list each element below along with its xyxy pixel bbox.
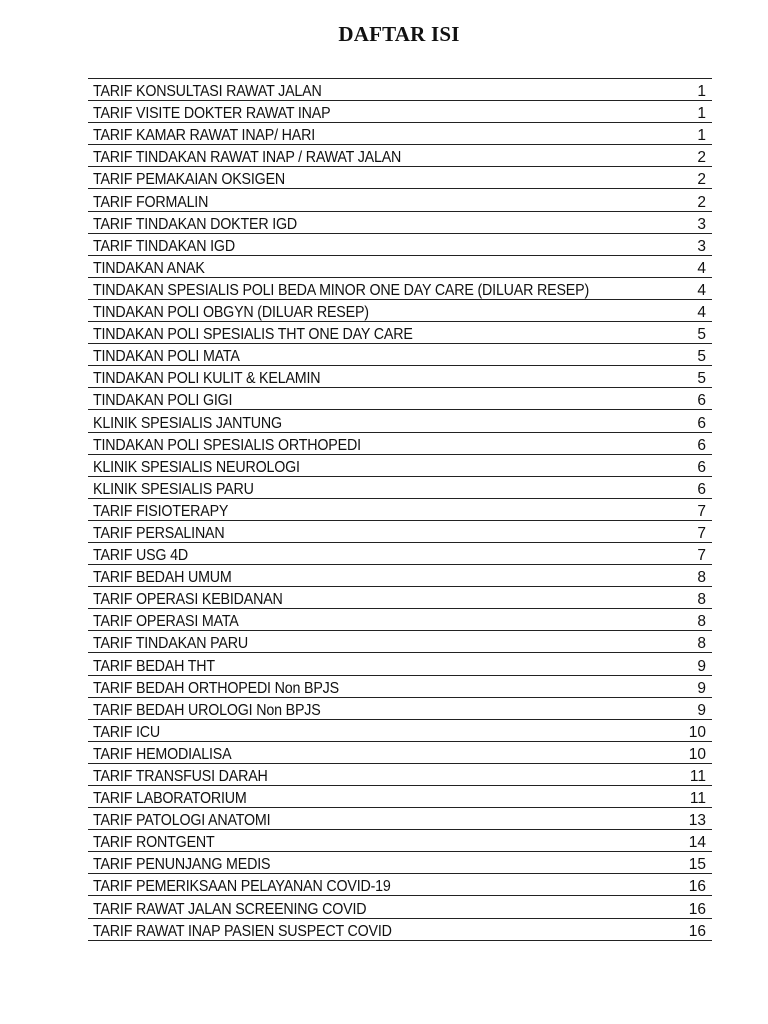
toc-page-number: 1: [697, 105, 706, 123]
toc-page-number: 4: [697, 259, 706, 277]
toc-entry-label: TARIF KONSULTASI RAWAT JALAN: [93, 83, 322, 101]
toc-entry-label: KLINIK SPESIALIS PARU: [93, 480, 254, 498]
toc-row: [88, 609, 712, 631]
toc-entry-label: TINDAKAN SPESIALIS POLI BEDA MINOR ONE DAY CARE (DILUAR RESEP): [93, 281, 590, 299]
toc-page-number: 10: [688, 723, 706, 741]
toc-row: [88, 653, 712, 675]
toc-page-number: 8: [697, 613, 706, 631]
toc-entry-label: TINDAKAN POLI SPESIALIS THT ONE DAY CARE: [93, 326, 413, 344]
toc-entry-label: TARIF TRANSFUSI DARAH: [93, 768, 268, 785]
toc-row: [88, 742, 712, 764]
toc-row: [88, 676, 712, 698]
toc-row: [88, 322, 712, 344]
toc-row: [88, 852, 712, 874]
toc-entry-label: TINDAKAN POLI KULIT & KELAMIN: [93, 370, 321, 388]
toc-page-number: 4: [697, 281, 706, 299]
toc-entry-label: TINDAKAN POLI SPESIALIS ORTHOPEDI: [93, 436, 361, 454]
toc-row: [88, 543, 712, 565]
toc-page-number: 6: [697, 436, 706, 454]
toc-row: [88, 433, 712, 455]
toc-entry-label: TARIF RAWAT JALAN SCREENING COVID: [93, 900, 367, 918]
toc-page-number: 16: [688, 922, 706, 940]
toc-page-number: 8: [697, 591, 706, 609]
toc-page-number: 11: [689, 790, 706, 808]
toc-page-number: 5: [697, 326, 706, 344]
toc-entry-label: TARIF FISIOTERAPY: [93, 502, 229, 520]
toc-row: [88, 256, 712, 278]
toc-page-number: 5: [697, 348, 706, 366]
toc-row: [88, 499, 712, 521]
toc-entry-label: KLINIK SPESIALIS NEUROLOGI: [93, 458, 300, 476]
toc-row: [88, 565, 712, 587]
toc-page-number: 14: [688, 834, 706, 852]
toc-page-number: 5: [697, 370, 706, 388]
toc-entry-label: TARIF BEDAH UROLOGI Non BPJS: [93, 701, 321, 719]
toc-entry-label: TARIF PEMERIKSAAN PELAYANAN COVID-19: [93, 878, 391, 896]
toc-page-number: 4: [697, 304, 706, 322]
toc-row: [88, 145, 712, 167]
toc-row: [88, 167, 712, 189]
toc-entry-label: TARIF OPERASI KEBIDANAN: [93, 591, 283, 609]
toc-entry-label: TARIF BEDAH THT: [93, 657, 215, 675]
table-of-contents: [88, 78, 712, 941]
toc-page-number: 6: [697, 414, 706, 432]
toc-page-number: 6: [697, 458, 706, 476]
toc-row: [88, 344, 712, 366]
toc-page-number: 2: [697, 149, 706, 167]
toc-entry-label: TARIF TINDAKAN PARU: [93, 635, 248, 653]
toc-page-number: 16: [688, 878, 706, 896]
toc-row: [88, 874, 712, 896]
toc-row: [88, 919, 712, 941]
toc-row: [88, 786, 712, 808]
toc-entry-label: TARIF TINDAKAN DOKTER IGD: [93, 215, 298, 233]
toc-row: [88, 79, 712, 101]
toc-page-number: 3: [697, 237, 706, 255]
toc-row: [88, 521, 712, 543]
toc-page-number: 1: [697, 127, 706, 145]
toc-entry-label: TARIF RAWAT INAP PASIEN SUSPECT COVID: [93, 922, 392, 940]
toc-row: [88, 189, 712, 211]
toc-row: [88, 896, 712, 918]
toc-row: [88, 366, 712, 388]
toc-page-number: 8: [697, 635, 706, 653]
toc-page-number: 8: [697, 569, 706, 587]
toc-entry-label: TARIF PEMAKAIAN OKSIGEN: [93, 171, 286, 189]
toc-page-number: 3: [697, 215, 706, 233]
toc-entry-label: TARIF USG 4D: [93, 547, 188, 565]
toc-entry-label: TARIF KAMAR RAWAT INAP/ HARI: [93, 127, 315, 145]
toc-page-number: 6: [697, 480, 706, 498]
toc-page-number: 2: [697, 193, 706, 211]
toc-row: [88, 300, 712, 322]
toc-row: [88, 212, 712, 234]
toc-row: [88, 830, 712, 852]
toc-row: [88, 477, 712, 499]
toc-page-number: 9: [697, 657, 706, 675]
toc-row: [88, 234, 712, 256]
toc-entry-label: TINDAKAN POLI GIGI: [93, 392, 233, 410]
toc-row: [88, 720, 712, 742]
toc-page-number: 7: [697, 547, 706, 565]
toc-row: [88, 631, 712, 653]
toc-entry-label: TARIF HEMODIALISA: [93, 745, 232, 763]
toc-page-number: 7: [697, 524, 706, 542]
page-title: DAFTAR ISI: [338, 22, 460, 46]
toc-entry-label: TARIF RONTGENT: [93, 834, 215, 852]
toc-row: [88, 808, 712, 830]
toc-row: [88, 764, 712, 786]
toc-entry-label: TARIF PATOLOGI ANATOMI: [93, 812, 271, 830]
toc-page-number: 15: [688, 856, 706, 874]
toc-row: [88, 587, 712, 609]
toc-entry-label: TARIF ICU: [93, 723, 161, 741]
toc-page-number: 13: [688, 812, 706, 830]
toc-page-number: 1: [697, 83, 706, 101]
toc-entry-label: TINDAKAN POLI OBGYN (DILUAR RESEP): [93, 304, 369, 322]
toc-entry-label: TINDAKAN ANAK: [93, 259, 205, 277]
toc-row: [88, 101, 712, 123]
toc-entry-label: TINDAKAN POLI MATA: [93, 348, 240, 366]
toc-page-number: 16: [688, 900, 706, 918]
toc-row: [88, 410, 712, 432]
toc-entry-label: KLINIK SPESIALIS JANTUNG: [93, 414, 282, 432]
toc-entry-label: TARIF LABORATORIUM: [93, 790, 247, 808]
toc-entry-label: TARIF BEDAH ORTHOPEDI Non BPJS: [93, 679, 339, 697]
toc-row: [88, 388, 712, 410]
toc-entry-label: TARIF TINDAKAN RAWAT INAP / RAWAT JALAN: [93, 149, 402, 167]
toc-page-number: 9: [697, 679, 706, 697]
toc-page-number: 7: [697, 502, 706, 520]
toc-page-number: 2: [697, 171, 706, 189]
toc-row: [88, 123, 712, 145]
toc-entry-label: TARIF PERSALINAN: [93, 524, 225, 542]
toc-page-number: 11: [689, 768, 706, 785]
toc-entry-label: TARIF VISITE DOKTER RAWAT INAP: [93, 105, 331, 123]
toc-page-number: 9: [697, 701, 706, 719]
toc-row: [88, 278, 712, 300]
toc-page-number: 10: [688, 745, 706, 763]
toc-entry-label: TARIF BEDAH UMUM: [93, 569, 232, 587]
toc-row: [88, 455, 712, 477]
toc-entry-label: TARIF TINDAKAN IGD: [93, 237, 235, 255]
toc-entry-label: TARIF FORMALIN: [93, 193, 209, 211]
toc-row: [88, 698, 712, 720]
toc-entry-label: TARIF OPERASI MATA: [93, 613, 239, 631]
toc-page-number: 6: [697, 392, 706, 410]
toc-entry-label: TARIF PENUNJANG MEDIS: [93, 856, 271, 874]
